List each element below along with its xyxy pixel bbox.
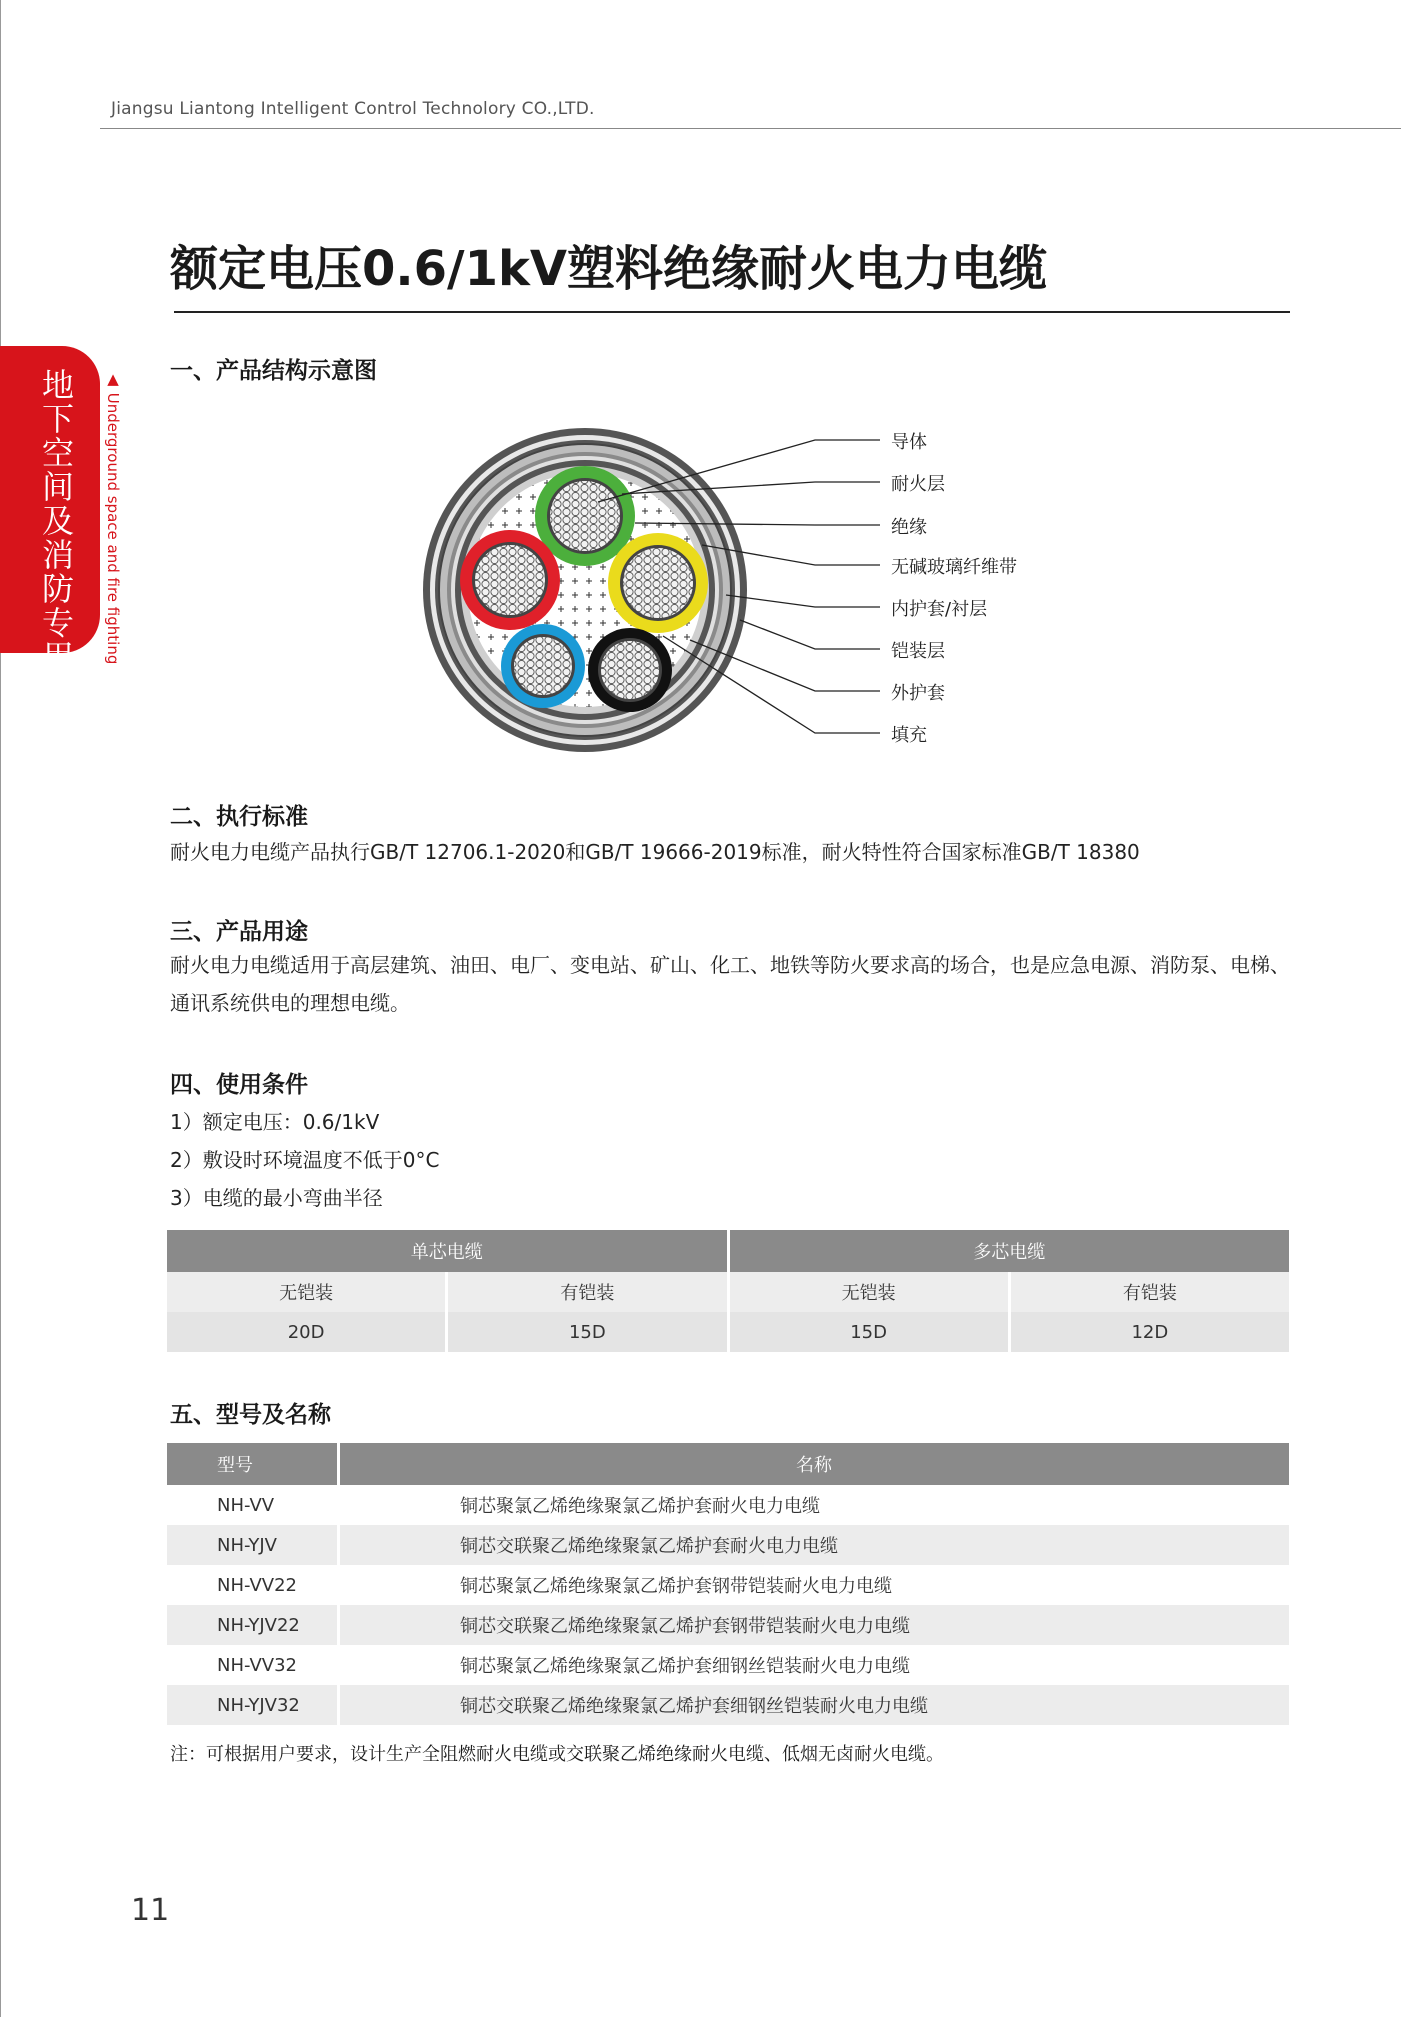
table-header-name: 名称 xyxy=(340,1443,1289,1485)
label-outer-sheath: 外护套 xyxy=(891,683,945,704)
cable-diagram xyxy=(400,420,1260,760)
table-row xyxy=(167,1525,1289,1565)
label-armour: 铠装层 xyxy=(891,641,945,662)
table-subheader: 有铠装 xyxy=(1011,1272,1289,1312)
table-header-model: 型号 xyxy=(167,1443,337,1485)
company-name: Jiangsu Liantong Intelligent Control Technolory CO.,LTD. xyxy=(111,99,595,119)
label-inner-sheath: 内护套/衬层 xyxy=(891,599,988,620)
usage-text: 耐火电力电缆适用于高层建筑、油田、电厂、变电站、矿山、化工、地铁等防火要求高的场合，也是应急电源、消防泵、电梯、通讯系统供电的理想电缆。 xyxy=(170,953,1290,1015)
model-code: NH-YJV32 xyxy=(167,1685,337,1725)
label-filler: 填充 xyxy=(891,725,927,746)
table-cell: 20D xyxy=(167,1312,445,1352)
section-standard-heading: 二、执行标准 xyxy=(170,804,308,830)
table-subheader: 无铠装 xyxy=(730,1272,1008,1312)
core-blue xyxy=(501,624,585,708)
table-row xyxy=(167,1645,1289,1685)
page-left-edge xyxy=(0,0,1,2017)
bend-radius-table xyxy=(164,1230,1292,1352)
side-tab-english: ▲ Underground space and fire fighting xyxy=(104,370,122,665)
table-cell: 12D xyxy=(1011,1312,1289,1352)
model-code: NH-YJV xyxy=(167,1525,337,1565)
core-yellow xyxy=(608,533,708,633)
model-name: 铜芯交联聚乙烯绝缘聚氯乙烯护套钢带铠装耐火电力电缆 xyxy=(340,1605,1289,1645)
section-usage-heading: 三、产品用途 xyxy=(170,919,308,945)
table-cell: 15D xyxy=(448,1312,726,1352)
model-code: NH-YJV22 xyxy=(167,1605,337,1645)
page-title: 额定电压0.6/1kV塑料绝缘耐火电力电缆 xyxy=(170,241,1048,297)
table-row xyxy=(167,1565,1289,1605)
model-name: 铜芯聚氯乙烯绝缘聚氯乙烯护套耐火电力电缆 xyxy=(460,1496,820,1517)
label-insulation: 绝缘 xyxy=(891,517,927,538)
table-row xyxy=(167,1485,1289,1525)
side-tab-label: 地下空间及消防专用 xyxy=(37,368,75,674)
footnote: 注：可根据用户要求，设计生产全阻燃耐火电缆或交联聚乙烯绝缘耐火电缆、低烟无卤耐火电缆。 xyxy=(170,1744,944,1765)
model-table xyxy=(164,1443,1292,1725)
model-code: NH-VV xyxy=(217,1494,275,1516)
model-name: 铜芯交联聚乙烯绝缘聚氯乙烯护套细钢丝铠装耐火电力电缆 xyxy=(340,1685,1289,1725)
table-header-single-core: 单芯电缆 xyxy=(167,1230,727,1272)
standard-text: 耐火电力电缆产品执行GB/T 12706.1-2020和GB/T 19666-2019标准，耐火特性符合国家标准GB/T 18380 xyxy=(170,840,1140,864)
table-subheader: 有铠装 xyxy=(448,1272,726,1312)
table-subheader: 无铠装 xyxy=(167,1272,445,1312)
label-glass-fiber-tape: 无碱玻璃纤维带 xyxy=(891,557,1017,578)
page-number: 11 xyxy=(131,1893,170,1928)
core-red xyxy=(460,530,560,630)
table-row xyxy=(167,1685,1289,1725)
table-header-multi-core: 多芯电缆 xyxy=(730,1230,1290,1272)
model-name: 铜芯聚氯乙烯绝缘聚氯乙烯护套钢带铠装耐火电力电缆 xyxy=(460,1576,892,1597)
table-row xyxy=(167,1605,1289,1645)
core-black xyxy=(588,628,672,712)
condition-item: 1）额定电压：0.6/1kV xyxy=(170,1110,380,1134)
section-conditions-heading: 四、使用条件 xyxy=(170,1072,308,1098)
condition-item: 2）敷设时环境温度不低于0°C xyxy=(170,1148,440,1172)
model-name: 铜芯交联聚乙烯绝缘聚氯乙烯护套耐火电力电缆 xyxy=(340,1525,1289,1565)
title-rule xyxy=(174,311,1290,313)
label-conductor: 导体 xyxy=(891,432,927,453)
header-rule xyxy=(100,128,1401,129)
label-fire-resistant-layer: 耐火层 xyxy=(891,474,945,495)
model-code: NH-VV22 xyxy=(217,1574,297,1596)
model-name: 铜芯聚氯乙烯绝缘聚氯乙烯护套细钢丝铠装耐火电力电缆 xyxy=(460,1656,910,1677)
model-code: NH-VV32 xyxy=(217,1654,297,1676)
section-models-heading: 五、型号及名称 xyxy=(170,1402,331,1428)
table-cell: 15D xyxy=(730,1312,1008,1352)
section-structure-heading: 一、产品结构示意图 xyxy=(170,358,377,384)
condition-item: 3）电缆的最小弯曲半径 xyxy=(170,1186,383,1210)
